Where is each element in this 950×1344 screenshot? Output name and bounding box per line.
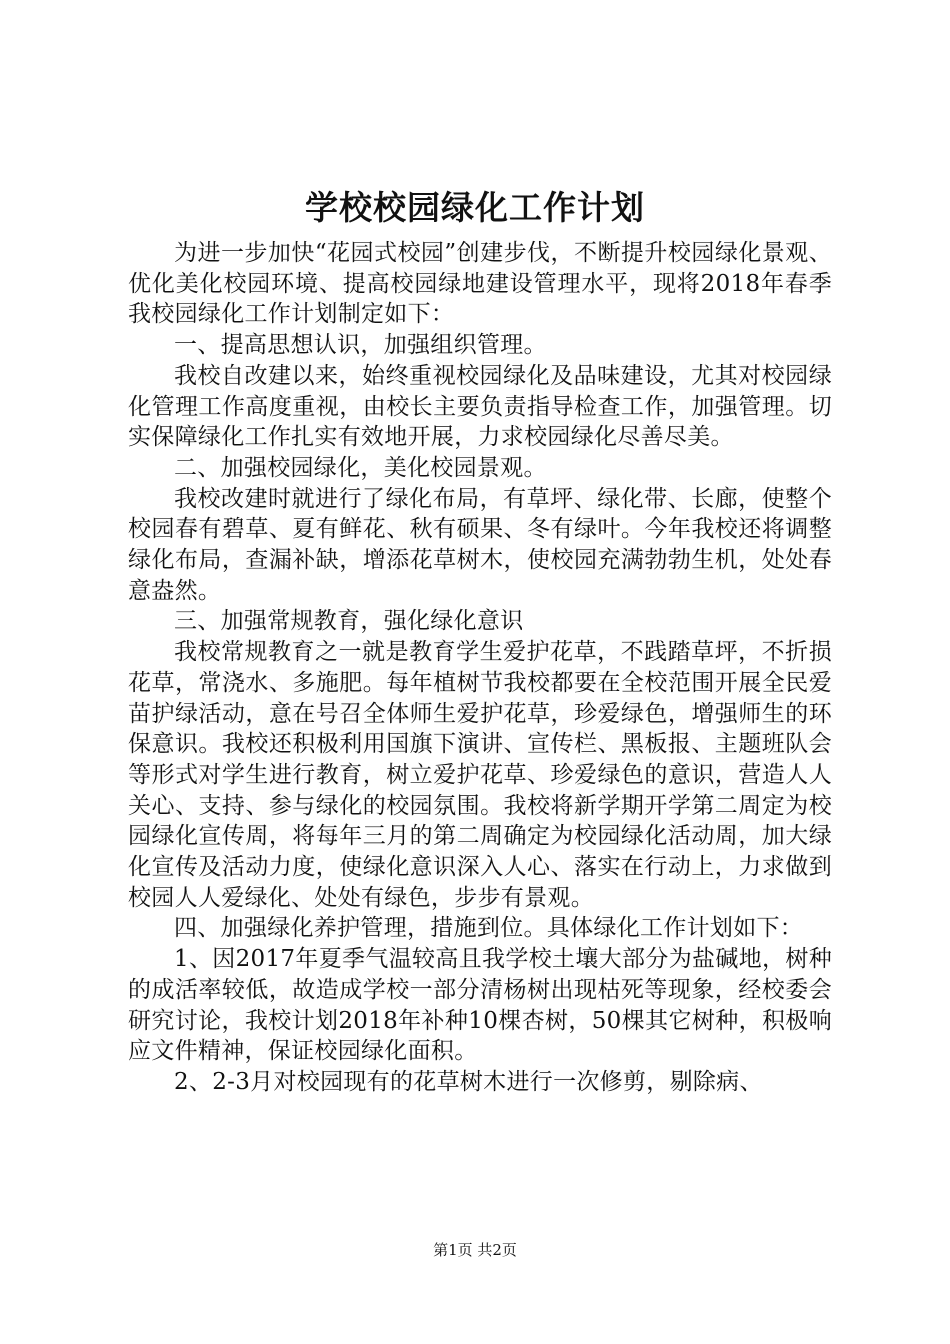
paragraph-section-1: 我校自改建以来，始终重视校园绿化及品味建设，尤其对校园绿化管理工作高度重视，由校长主要负责指导检查工作，加强管理。切实保障绿化工作扎实有效地开展，力求校园绿化尽善尽美。	[128, 362, 832, 451]
paragraph-intro: 为进一步加快“花园式校园”创建步伐，不断提升校园绿化景观、优化美化校园环境、提高校园绿地建设管理水平，现将2018年春季我校园绿化工作计划制定如下：	[128, 240, 832, 328]
section-heading-2: 二、加强校园绿化，美化校园景观。	[174, 454, 547, 481]
section-heading-3: 三、加强常规教育，强化绿化意识	[174, 608, 524, 635]
section-heading-1: 一、提高思想认识，加强组织管理。	[174, 332, 547, 359]
document-title: 学校校园绿化工作计划	[305, 188, 645, 227]
document-body	[128, 238, 832, 1098]
page-footer: 第1页 共2页	[433, 1241, 517, 1259]
paragraph-section-3: 我校常规教育之一就是教育学生爱护花草，不践踏草坪，不折损花草，常浇水、多施肥。每年植树节我校都要在全校范围开展全民爱苗护绿活动，意在号召全体师生爱护花草，珍爱绿色，增强师生的环保意识。我校还积极利用国旗下演讲、宣传栏、黑板报、主题班队会等形式对学生进行教育，树立爱护花草、珍爱绿色的意识，营造人人关心、支持、参与绿化的校园氛围。我校将新学期开学第二周定为校园绿化宣传周，将每年三月的第二周确定为校园绿化活动周，加大绿化宣传及活动力度，使绿化意识深入人心、落实在行动上，力求做到校园人人爱绿化、处处有绿色，步步有景观。	[128, 639, 832, 911]
paragraph-item-1: 1、因2017年夏季气温较高且我学校土壤大部分为盐碱地，树种的成活率较低，故造成学校一部分清杨树出现枯死等现象，经校委会研究讨论，我校计划2018年补种10棵杏树，50棵其它树种，积极响应文件精神，保证校园绿化面积。	[128, 946, 832, 1065]
paragraph-section-2: 我校改建时就进行了绿化布局，有草坪、绿化带、长廊，使整个校园春有碧草、夏有鲜花、秋有硕果、冬有绿叶。今年我校还将调整绿化布局，查漏补缺，增添花草树木，使校园充满勃勃生机，处处春意盎然。	[128, 485, 832, 604]
section-heading-4: 四、加强绿化养护管理，措施到位。具体绿化工作计划如下：	[174, 915, 804, 942]
paragraph-item-2: 2、2-3月对校园现有的花草树木进行一次修剪，剔除病、	[174, 1068, 763, 1095]
